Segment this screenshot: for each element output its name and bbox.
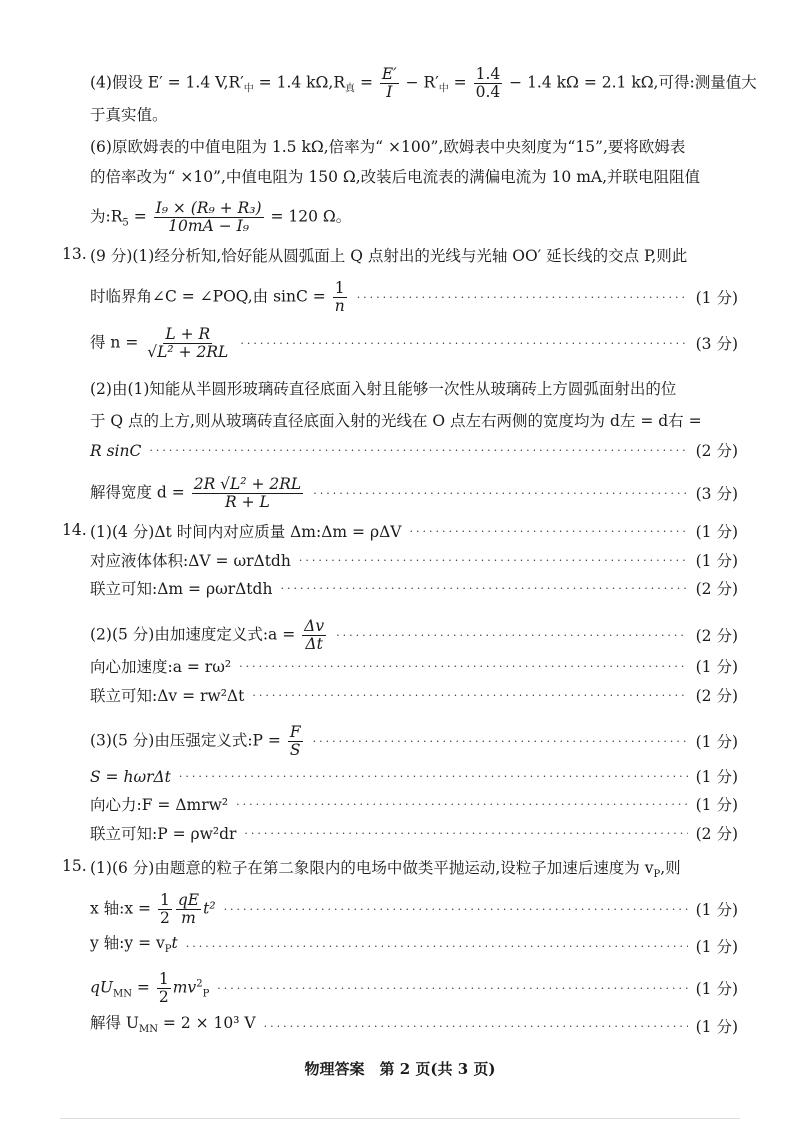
q14-row: 向心加速度:a = rω² ····· (1 分) — [90, 656, 738, 678]
score: (1 分) — [695, 937, 738, 956]
leader-dots — [239, 656, 688, 678]
q15-line1: (1)(6 分)由题意的粒子在第二象限内的电场中做类平抛运动,设粒子加速后速度为 $v_P$,则 — [90, 859, 681, 881]
leader-dots — [280, 578, 687, 600]
score: (1 分) — [695, 732, 738, 751]
fraction: $\frac{1}{2}$ — [158, 970, 169, 1006]
q13-line4: (2)由(1)知能从半圆形玻璃砖直径底面入射且能够一次性从玻璃砖上方圆弧面射出的位 — [90, 380, 677, 398]
fraction: $\frac{1}{n}$ — [334, 279, 345, 315]
leader-dots — [252, 685, 687, 707]
score: (3 分) — [695, 484, 738, 503]
divider — [60, 1118, 740, 1119]
q13-line6: R sinC ····· (2 分) — [90, 440, 738, 462]
leader-dots — [240, 333, 687, 355]
leader-dots — [179, 766, 688, 788]
leader-dots — [186, 936, 688, 958]
score: (1 分) — [695, 796, 738, 814]
part6-line2: 的倍率改为“ ×10”,中值电阻为 150 Ω,改装后电流表的满偏电流为 10 mA,并联电阻阻值 — [90, 168, 701, 186]
score: (2 分) — [695, 580, 738, 598]
q14-row: 联立可知:Δv = rw²Δt ····· (2 分) — [90, 685, 738, 707]
q14-row: S = hωrΔt ····· (1 分) — [90, 766, 738, 788]
fraction: $\frac{F}{S}$ — [289, 723, 301, 759]
q13-line3: 得 n = $\frac{L + R}{\text{√L² + 2RL}}$ ····· (3 分) — [90, 326, 738, 361]
fraction: $\frac{qE}{m}$ — [177, 891, 200, 927]
page-footer: 物理答案 第 2 页(共 3 页) — [304, 1060, 496, 1078]
leader-dots — [299, 550, 688, 572]
score: (3 分) — [695, 334, 738, 353]
fraction: $\frac{1}{2}$ — [159, 891, 170, 927]
q15-result-row: 解得 $U_{MN} = 2 \times 10^3$ V ····· (1 分) — [90, 1012, 738, 1041]
q14-row: 向心力:F = Δmrw² ····· (1 分) — [90, 794, 738, 816]
part6-line1: (6)原欧姆表的中值电阻为 1.5 kΩ,倍率为“ ×100”,欧姆表中央刻度为“15”,要将欧姆表 — [90, 138, 686, 156]
question-number-15: 15. — [62, 857, 87, 875]
leader-dots — [409, 521, 687, 543]
leader-dots — [149, 440, 687, 462]
leader-dots — [313, 483, 687, 505]
q13-line7: 解得宽度 d = $\frac{\text{2R √L² + 2RL}}{R + L}$ ····· (3 分) — [90, 476, 738, 511]
part6-line3: 为$:R_5$ = $\frac{\text{I₉ × (R₉ + R₃)}}{\text{10mA − I₉}}$ = 120 Ω。 — [90, 199, 352, 235]
fraction: $\frac{\text{I₉ × (R₉ + R₃)}}{\text{10mA − I₉}}$ — [155, 199, 262, 235]
q15-x-row: x 轴:x = $\frac{1}{2}$ $\frac{qE}{m}$ t² ····· (1 分) — [90, 892, 738, 927]
part4-line1: (4)假设 E′ = 1.4 $V,R'_中 = 1.4$ $k\Omega,R_真$ = $\frac{E'}{I}$ − $R'_中$ = $\frac{1.4}{0.4}$ − 1.4 kΩ = 2.1 kΩ,可得:测量值大 — [90, 65, 757, 101]
q14-accel-row: (2)(5 分)由加速度定义式:a = $\frac{\Delta v}{\Delta t}$ ····· (2 分) — [90, 618, 738, 653]
q14-row: 联立可知:Δm = ρωrΔtdh ····· (2 分) — [90, 578, 738, 600]
fraction: $\frac{\text{2R √L² + 2RL}}{R + L}$ — [193, 475, 302, 511]
score: (1 分) — [695, 1017, 738, 1036]
score: (2 分) — [695, 442, 738, 460]
question-number-13: 13. — [62, 245, 87, 263]
score: (2 分) — [695, 626, 738, 645]
q13-line2: 时临界角∠C = ∠POQ,由 sinC = $\frac{1}{n}$ ····· (1 分) — [90, 280, 738, 315]
leader-dots — [217, 978, 687, 1000]
part4-line2: 于真实值。 — [90, 106, 168, 124]
score: (1 分) — [695, 768, 738, 786]
leader-dots — [224, 899, 688, 921]
leader-dots — [357, 287, 688, 309]
fraction: $\frac{E'}{I}$ — [381, 65, 397, 101]
q15-energy-row: $qU_{MN}$ = $\frac{1}{2}$ $mv^2_P$ ····· (1 分) — [90, 971, 738, 1006]
leader-dots — [236, 794, 688, 816]
score: (1 分) — [695, 658, 738, 676]
leader-dots — [336, 625, 688, 647]
q14-press-row: (3)(5 分)由压强定义式:P = $\frac{F}{S}$ ····· (1 分) — [90, 724, 738, 759]
q14-row: (1)(4 分)Δt 时间内对应质量 Δm:Δm = ρΔV ····· (1 分) — [90, 521, 738, 543]
q14-row: 对应液体体积:ΔV = ωrΔtdh ····· (1 分) — [90, 550, 738, 572]
fraction: $\frac{L + R}{\text{√L² + 2RL}}$ — [147, 325, 229, 361]
leader-dots — [313, 731, 688, 753]
question-number-14: 14. — [62, 521, 87, 539]
leader-dots — [264, 1016, 688, 1038]
score: (1 分) — [695, 979, 738, 998]
leader-dots — [244, 823, 687, 845]
fraction: $\frac{1.4}{0.4}$ — [475, 65, 501, 101]
score: (1 分) — [695, 900, 738, 919]
score: (1 分) — [695, 288, 738, 307]
q13-line5: 于 Q 点的上方,则从玻璃砖直径底面入射的光线在 O 点左右两侧的宽度均为 d左 = d右 = — [90, 412, 702, 430]
q15-y-row: y 轴:y = $v_Pt$ ····· (1 分) — [90, 932, 738, 961]
q13-line1: (9 分)(1)经分析知,恰好能从圆弧面上 Q 点射出的光线与光轴 OO′ 延长线的交点 P,则此 — [90, 247, 688, 265]
score: (2 分) — [695, 825, 738, 843]
q14-row: 联立可知:P = ρw²dr ····· (2 分) — [90, 823, 738, 845]
score: (1 分) — [695, 523, 738, 541]
score: (2 分) — [695, 687, 738, 705]
fraction: $\frac{\Delta v}{\Delta t}$ — [304, 617, 325, 653]
score: (1 分) — [695, 552, 738, 570]
